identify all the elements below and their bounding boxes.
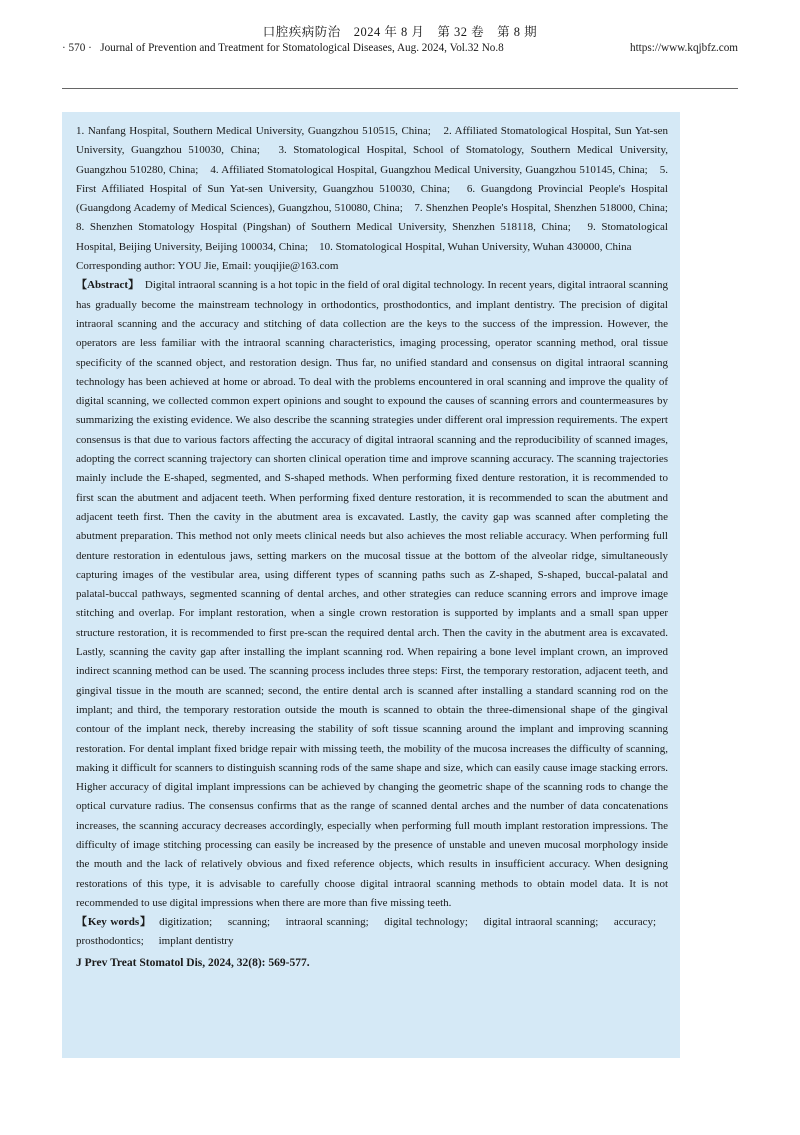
keyword: implant dentistry — [158, 935, 234, 948]
affiliations: 1. Nanfang Hospital, Southern Medical University, Guangzhou 510515, China; 2. Affiliated Stomatological Hospital, Sun Yat-sen University, Guangzhou 510030, China; 3. Stomatological Hospital, School of Stomatology, Southern Medical University, Guangzhou 510280, China; 4. Affiliated Stomatological Hospital, Guangzhou Medical University, Guangzhou 510145, China; 5. First Affiliated Hospital of Sun Yat-sen University, Guangzhou 510030, China; 6. Guangdong Provincial People's Hospital (Guangdong Academy of Medical Sciences), Guangzhou, 510080, China; 7. Shenzhen People's Hospital, Shenzhen 518000, China; 8. Shenzhen Stomatology Hospital (Pingshan) of Southern Medical University, Shenzhen 518118, China; 9. Stomatological Hospital, Beijing University, Beijing 100034, China; 10. Stomatological Hospital, Wuhan University, Wuhan 430000, China — [76, 125, 679, 253]
corresponding-author: Corresponding author: YOU Jie, Email: youqijie@163.com — [76, 260, 339, 273]
page-number: · 570 · — [62, 42, 92, 54]
keyword: digitization; — [159, 916, 213, 929]
journal-header-chinese: 口腔疾病防治 2024 年 8 月 第 32 卷 第 8 期 — [262, 25, 538, 39]
abstract-label: 【Abstract】 — [76, 279, 140, 292]
header-divider — [62, 88, 738, 89]
keywords-label: 【Key words】 — [76, 916, 152, 929]
journal-citation-line: Journal of Prevention and Treatment for Stomatological Diseases, Aug. 2024, Vol.32 No.8 — [100, 42, 504, 54]
abstract-box — [62, 112, 680, 1058]
keyword: prosthodontics; — [76, 935, 144, 948]
keyword: digital intraoral scanning; — [483, 916, 599, 929]
keywords-paragraph — [76, 913, 668, 952]
keyword: intraoral scanning; — [285, 916, 369, 929]
article-citation: J Prev Treat Stomatol Dis, 2024, 32(8): 569-577. — [76, 956, 310, 969]
abstract-paragraph — [76, 276, 668, 913]
keyword: digital technology; — [384, 916, 468, 929]
abstract-text: Digital intraoral scanning is a hot topic in the field of oral digital technology. In recent years, digital intraoral scanning has gradually become the mainstream technology in orthodontics, prosthodontics, and implant dentistry. The precision of digital intraoral scanning and the accuracy and stitching of data collection are the keys to the success of the impression. However, the operators are less familiar with the intraoral scanning characteristics, imaging processing, operator scanning method, oral tissue specificity of the scanned object, and restoration design. Thus far, no unified standard and consensus on digital intraoral scanning technology has been achieved at home or abroad. To deal with the problems encountered in oral scanning and improve the quality of digital scanning, we collected common expert opinions and sought to expound the causes of scanning errors and countermeasures by summarizing the existing evidence. We also describe the scanning strategies under different oral impression requirements. The expert consensus is that due to various factors affecting the accuracy of digital intraoral scanning and the reproducibility of scanned images, adopting the correct scanning trajectory can shorten clinical operation time and improve scanning accuracy. The scanning trajectories mainly include the E-shaped, segmented, and S-shaped methods. When performing fixed denture restoration, it is recommended to first scan the abutment and adjacent teeth. When performing fixed denture restoration, it is recommended to scan the abutment and adjacent teeth first. Then the cavity in the abutment area is excavated. Lastly, the cavity gap was scanned after completing the abutment preparation. This method not only meets clinical needs but also achieves the most reliable accuracy. When performing full denture restoration in edentulous jaws, setting markers on the mucosal tissue at the bottom of the alveolar ridge, simultaneously capturing images of the vestibular area, using different types of scanning paths such as Z-shaped, S-shaped, buccal-palatal and palatal-buccal pathways, segmented scanning of dental arches, and other strategies can reduce scanning errors and improve image stitching and overlap. For implant restoration, when a single crown restoration is supported by implants and a small span upper structure restoration, it is recommended to first pre-scan the required dental arch. Then the cavity in the abutment area is excavated. Lastly, scanning the cavity gap after installing the implant scanning rod. When repairing a bone level implant crown, an improved indirect scanning method can be used. The scanning process includes three steps: First, the temporary restoration, adjacent teeth, and gingival tissue in the mouth are scanned; second, the entire dental arch is scanned after installing a standard scanning rod on the implant; and third, the temporary restoration outside the mouth is scanned to obtain the three-dimensional shape of the gingival contour of the implant neck, thereby increasing the stability of soft tissue scanning around the implant and improving scanning restoration. For dental implant fixed bridge repair with missing teeth, the mobility of the mucosa increases the difficulty of scanning, making it difficult for scanners to distinguish scanning rods of the same shape and size, which can easily cause image stacking errors. Higher accuracy of digital implant impressions can be achieved by changing the geometric shape of the scanning rods to change the optical curvature radius. The consensus confirms that as the range of scanned dental arches and the number of data concatenations increases, the scanning accuracy decreases accordingly, especially when performing full mouth implant restoration impressions. The difficulty of image stitching processing can easily be increased by the presence of unstable and uneven mucosal morphology inside the mouth and the lack of relatively obvious and fixed reference objects, which results in insufficient accuracy. When designing restorations of this type, it is advisable to carefully choose digital intraoral scanning methods to obtain model data. It is not recommended to use digital impressions when there are more than five missing teeth. — [76, 279, 668, 909]
journal-url: https://www.kqjbfz.com — [629, 42, 738, 54]
journal-header-english — [62, 42, 738, 54]
keyword: scanning; — [227, 916, 271, 929]
keyword: accuracy; — [613, 916, 657, 929]
